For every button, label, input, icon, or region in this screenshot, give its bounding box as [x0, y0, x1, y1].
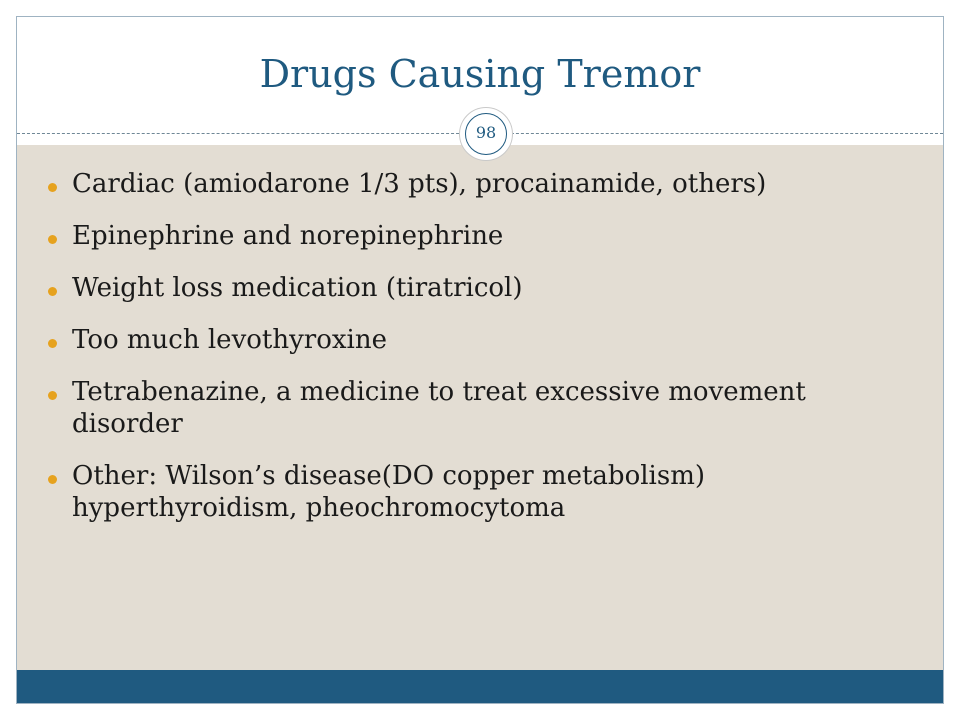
bullet-icon: [48, 235, 57, 244]
bullet-item: [48, 272, 918, 304]
bullet-text: Cardiac (amiodarone 1/3 pts), procainamide, others): [72, 169, 767, 199]
bullet-icon: [48, 287, 57, 296]
bullet-text: Tetrabenazine, a medicine to treat excessive movement disorder: [72, 377, 806, 439]
slide-number: 98: [465, 113, 507, 155]
bullet-item: [48, 168, 918, 200]
bullet-item: [48, 460, 918, 524]
bullet-icon: [48, 391, 57, 400]
bullet-text: Too much levothyroxine: [72, 325, 387, 355]
slide-title: Drugs Causing Tremor: [259, 52, 701, 96]
bullet-icon: [48, 339, 57, 348]
bullet-item: [48, 324, 918, 356]
bullet-icon: [48, 475, 57, 484]
bullet-icon: [48, 183, 57, 192]
slide-number-badge: [460, 108, 512, 160]
bullet-text: Weight loss medication (tiratricol): [72, 273, 523, 303]
bullet-text: Epinephrine and norepinephrine: [72, 221, 504, 251]
footer-bar: [17, 670, 943, 703]
bullet-text: Other: Wilson’s disease(DO copper metabolism) hyperthyroidism, pheochromocytoma: [72, 461, 705, 523]
bullet-list: [48, 168, 918, 544]
bullet-item: [48, 220, 918, 252]
bullet-item: [48, 376, 918, 440]
